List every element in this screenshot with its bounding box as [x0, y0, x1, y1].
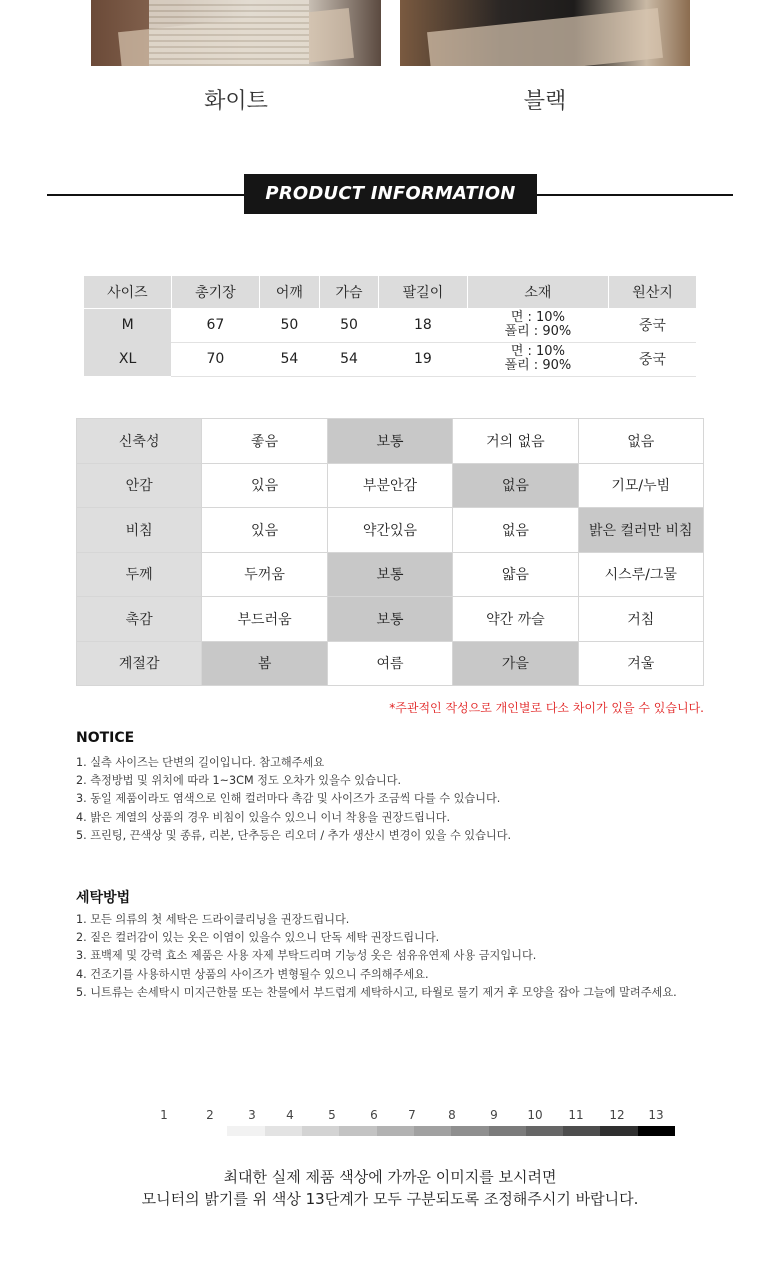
attribute-option-selected: 보통 [327, 597, 452, 642]
origin-cell: 중국 [609, 342, 696, 376]
attribute-option: 부분안감 [327, 463, 452, 508]
attribute-label: 두께 [77, 552, 202, 597]
gray-scale-number: 9 [490, 1108, 498, 1122]
total-length-cell: 70 [171, 342, 259, 376]
attribute-option: 겨울 [578, 641, 703, 686]
attribute-option: 부드러움 [202, 597, 327, 642]
notice-title: NOTICE [76, 730, 135, 746]
material-line: 폴리 : 90% [504, 324, 572, 339]
attribute-label: 신축성 [77, 419, 202, 464]
gray-scale-swatch [638, 1126, 675, 1136]
table-row [77, 552, 704, 597]
material-line: 면 : 10% [510, 344, 565, 359]
washing-title: 세탁방법 [76, 890, 131, 906]
attribute-option-selected: 보통 [327, 419, 452, 464]
attribute-table [76, 418, 704, 686]
attribute-label: 촉감 [77, 597, 202, 642]
attribute-label: 안감 [77, 463, 202, 508]
gray-scale-swatch [302, 1126, 339, 1136]
list-item: 1. 모든 의류의 첫 세탁은 드라이클리닝을 권장드립니다. [76, 913, 350, 926]
gray-scale-swatch [190, 1126, 227, 1136]
header-shoulder: 어깨 [260, 276, 320, 308]
product-photo-black [400, 0, 690, 66]
size-cell: XL [84, 342, 171, 376]
list-item: 5. 니트류는 손세탁시 미지근한물 또는 찬물에서 부드럽게 세탁하시고, 타월로 물기 제거 후 모양을 잡아 그늘에 말려주세요. [76, 985, 677, 999]
gray-scale-number: 4 [286, 1108, 294, 1122]
attribute-option: 약간 까슬 [453, 597, 578, 642]
header-material: 소재 [467, 276, 609, 308]
list-item: 3. 표백제 및 강력 효소 제품은 사용 자제 부탁드리며 기능성 옷은 섬유유연제 사용 금지입니다. [76, 949, 537, 963]
header-sleeve: 팔길이 [379, 276, 467, 308]
sleeve-cell: 19 [379, 342, 467, 376]
list-item: 2. 짙은 컬러감이 있는 옷은 이염이 있을수 있으니 단독 세탁 권장드립니다. [76, 931, 440, 945]
monitor-note-line1: 최대한 실제 제품 색상에 가까운 이미지를 보시려면 [223, 1168, 557, 1186]
list-item: 4. 밝은 계열의 상품의 경우 비침이 있을수 있으니 이너 착용을 권장드립니다. [76, 810, 451, 824]
sleeve-cell: 18 [379, 308, 467, 342]
notice-list [76, 754, 511, 845]
gray-scale-swatch [451, 1126, 488, 1136]
list-item: 1. 실측 사이즈는 단변의 길이입니다. 참고해주세요 [76, 756, 325, 769]
header-origin: 원산지 [609, 276, 696, 308]
gray-scale-number: 12 [609, 1108, 625, 1122]
attribute-option: 있음 [202, 463, 327, 508]
gray-scale-number: 7 [408, 1108, 416, 1122]
header-chest: 가슴 [319, 276, 379, 308]
attribute-option: 좋음 [202, 419, 327, 464]
table-row [77, 508, 704, 553]
disclaimer-text: *주관적인 작성으로 개인별로 다소 차이가 있을 수 있습니다. [389, 701, 704, 715]
total-length-cell: 67 [171, 308, 259, 342]
attribute-option: 기모/누빔 [578, 463, 703, 508]
gray-scale-swatch [414, 1126, 451, 1136]
attribute-option-selected: 없음 [453, 463, 578, 508]
gray-scale-number: 5 [328, 1108, 336, 1122]
gray-scale-number: 1 [160, 1108, 168, 1122]
table-row [77, 463, 704, 508]
table-row [77, 597, 704, 642]
attribute-label: 비침 [77, 508, 202, 553]
gray-scale-bar [190, 1126, 675, 1136]
chest-cell: 50 [319, 308, 379, 342]
gray-scale-swatch [526, 1126, 563, 1136]
table-row [84, 308, 696, 342]
attribute-option: 얇음 [453, 552, 578, 597]
table-row [84, 342, 696, 376]
gray-scale-number: 3 [248, 1108, 256, 1122]
size-table [84, 276, 696, 377]
gray-scale-swatch [563, 1126, 600, 1136]
attribute-option-selected: 보통 [327, 552, 452, 597]
chest-cell: 54 [319, 342, 379, 376]
gray-scale-swatch [600, 1126, 637, 1136]
size-cell: M [84, 308, 171, 342]
attribute-option: 없음 [453, 508, 578, 553]
shoulder-cell: 54 [260, 342, 320, 376]
gray-scale-number: 11 [568, 1108, 584, 1122]
attribute-option: 있음 [202, 508, 327, 553]
gray-scale-number: 6 [370, 1108, 378, 1122]
material-cell [467, 342, 609, 376]
material-cell [467, 308, 609, 342]
product-information-title: PRODUCT INFORMATION [244, 174, 537, 214]
gray-scale-number: 8 [448, 1108, 456, 1122]
material-line: 폴리 : 90% [504, 358, 572, 373]
attribute-option: 거의 없음 [453, 419, 578, 464]
gray-scale-swatch [339, 1126, 376, 1136]
gray-scale-swatch [489, 1126, 526, 1136]
gray-scale-swatch [377, 1126, 414, 1136]
attribute-option: 두꺼움 [202, 552, 327, 597]
product-photo-white [91, 0, 381, 66]
attribute-option-selected: 봄 [202, 641, 327, 686]
gray-scale-number: 13 [648, 1108, 664, 1122]
shoulder-cell: 50 [260, 308, 320, 342]
table-row [77, 641, 704, 686]
color-label-black: 블랙 [523, 89, 567, 114]
gray-scale-swatch [227, 1126, 264, 1136]
washing-list [76, 911, 677, 1002]
attribute-option-selected: 밝은 컬러만 비침 [578, 508, 703, 553]
attribute-option: 거침 [578, 597, 703, 642]
origin-cell: 중국 [609, 308, 696, 342]
monitor-note-line2: 모니터의 밝기를 위 색상 13단계가 모두 구분되도록 조정해주시기 바랍니다. [141, 1190, 639, 1208]
gray-scale-number: 2 [206, 1108, 214, 1122]
list-item: 5. 프린팅, 끈색상 및 종류, 리본, 단추등은 리오더 / 추가 생산시 변경이 있을 수 있습니다. [76, 828, 512, 842]
attribute-label: 계절감 [77, 641, 202, 686]
header-size: 사이즈 [84, 276, 171, 308]
attribute-option: 여름 [327, 641, 452, 686]
color-label-white: 화이트 [204, 89, 268, 114]
list-item: 4. 건조기를 사용하시면 상품의 사이즈가 변형될수 있으니 주의해주세요. [76, 967, 429, 981]
size-table-header-row [84, 276, 696, 308]
gray-scale-number: 10 [527, 1108, 543, 1122]
attribute-option: 시스루/그물 [578, 552, 703, 597]
gray-scale-swatch [265, 1126, 302, 1136]
attribute-option-selected: 가을 [453, 641, 578, 686]
header-total-length: 총기장 [171, 276, 259, 308]
list-item: 3. 동일 제품이라도 염색으로 인해 컬러마다 촉감 및 사이즈가 조금씩 다를 수 있습니다. [76, 792, 501, 806]
attribute-option: 없음 [578, 419, 703, 464]
material-line: 면 : 10% [510, 310, 565, 325]
list-item: 2. 측정방법 및 위치에 따라 1~3CM 정도 오차가 있을수 있습니다. [76, 774, 402, 788]
attribute-option: 약간있음 [327, 508, 452, 553]
table-row [77, 419, 704, 464]
